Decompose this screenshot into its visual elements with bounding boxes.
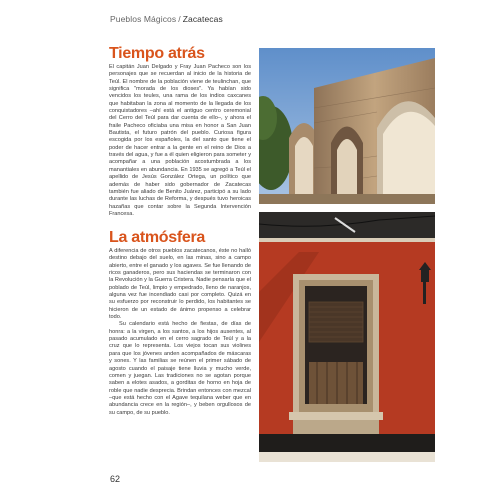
breadcrumb-separator: /	[178, 14, 181, 24]
paragraph-history: El capitán Juan Delgado y Fray Juan Pacheco son los personajes que se recuerdan al inicio de la historia de Teúl. El nombre de la población viene de teulinchan, que significa "morada de los dioses". Ya habían sido vencidos los teules, una rama de los indios caxcanes que habitaban la zona al momento de la llegada de los conquistadores –ahí está el antiguo centro ceremonial del Cerro del Teúl para dar cuenta de ello–, y ahora el fraile Pacheco oficiaba una misa en honor a San Juan Bautista, el futuro patrón del pueblo. Curiosa figura escogida por los españoles, la del santo que tiene el poder de hacer entrar a la gente en el reino de Dios a través del agua, y fue a él quien eligieron para someter y acompañar a una población acostumbrada a los manantiales en abundancia. En 1935 se agregó a Teúl el apellido de Jesús González Ortega, un político que además de haber sido gobernador de Zacatecas también fue aliado de Benito Juárez, participó a su lado durante las luchas de Reforma, y después tuvo heroicas hazañas que contar sobre la Segunda Intervención Francesa.	[109, 64, 251, 217]
section-tiempo-atras	[109, 46, 251, 218]
photo-stone-arches	[259, 48, 435, 204]
stone-arches-illustration	[259, 48, 435, 204]
section-la-atmosfera	[109, 230, 251, 417]
photo-red-wall-window	[259, 212, 435, 462]
breadcrumb-current: Zacatecas	[182, 14, 223, 24]
breadcrumb-parent: Pueblos Mágicos	[110, 14, 177, 24]
paragraph-atmosphere-1: A diferencia de otros pueblos zacatecanos, éste no halló destino debajo del suelo, en las minas, sino a campo abierto, entre el ganado y los agaves. Se fue llenando de ricos ganaderos, pero sus haciendas se terminaron con la Revolución y la Guerra Cristera. Nadie pensaría que el poblado de Teúl, limpio y empedrado, lleno de naranjos, alguna vez fue incendiado casi por completo. Quizá en su esfuerzo por reconstruir lo perdido, los habitantes se hicieron de un estado de ánimo propenso a celebrar todo.	[109, 248, 251, 321]
red-wall-illustration	[259, 212, 435, 462]
running-header	[110, 14, 223, 24]
paragraph-atmosphere-2: Su calendario está hecho de fiestas, de días de honra: a la virgen, a los santos, a los hijos ausentes, al pasado acumulado en el cerro sagrado de Teúl y a la cruz que lo representa. Los viejos tocan sus violines para que los jóvenes anden acompañados de máscaras y sones. Y las familias se reúnen el primer sábado de agosto cuando el paisaje tiene lluvia y mucho verde, comen y juegan. Las tradiciones no se agotan porque saben a elotes asados, a gorditas de horno en hoja de roble que nadie desprecia. Brindan entonces con mezcal –que está hecho con el Agave tequilana weber que en abundancia crece en la región–, y beben orgullosos de su campo, de su pueblo.	[109, 321, 251, 416]
page-number: 62	[110, 474, 121, 484]
section-title-la-atmosfera: La atmósfera	[109, 229, 205, 246]
section-title-tiempo-atras: Tiempo atrás	[109, 45, 205, 62]
